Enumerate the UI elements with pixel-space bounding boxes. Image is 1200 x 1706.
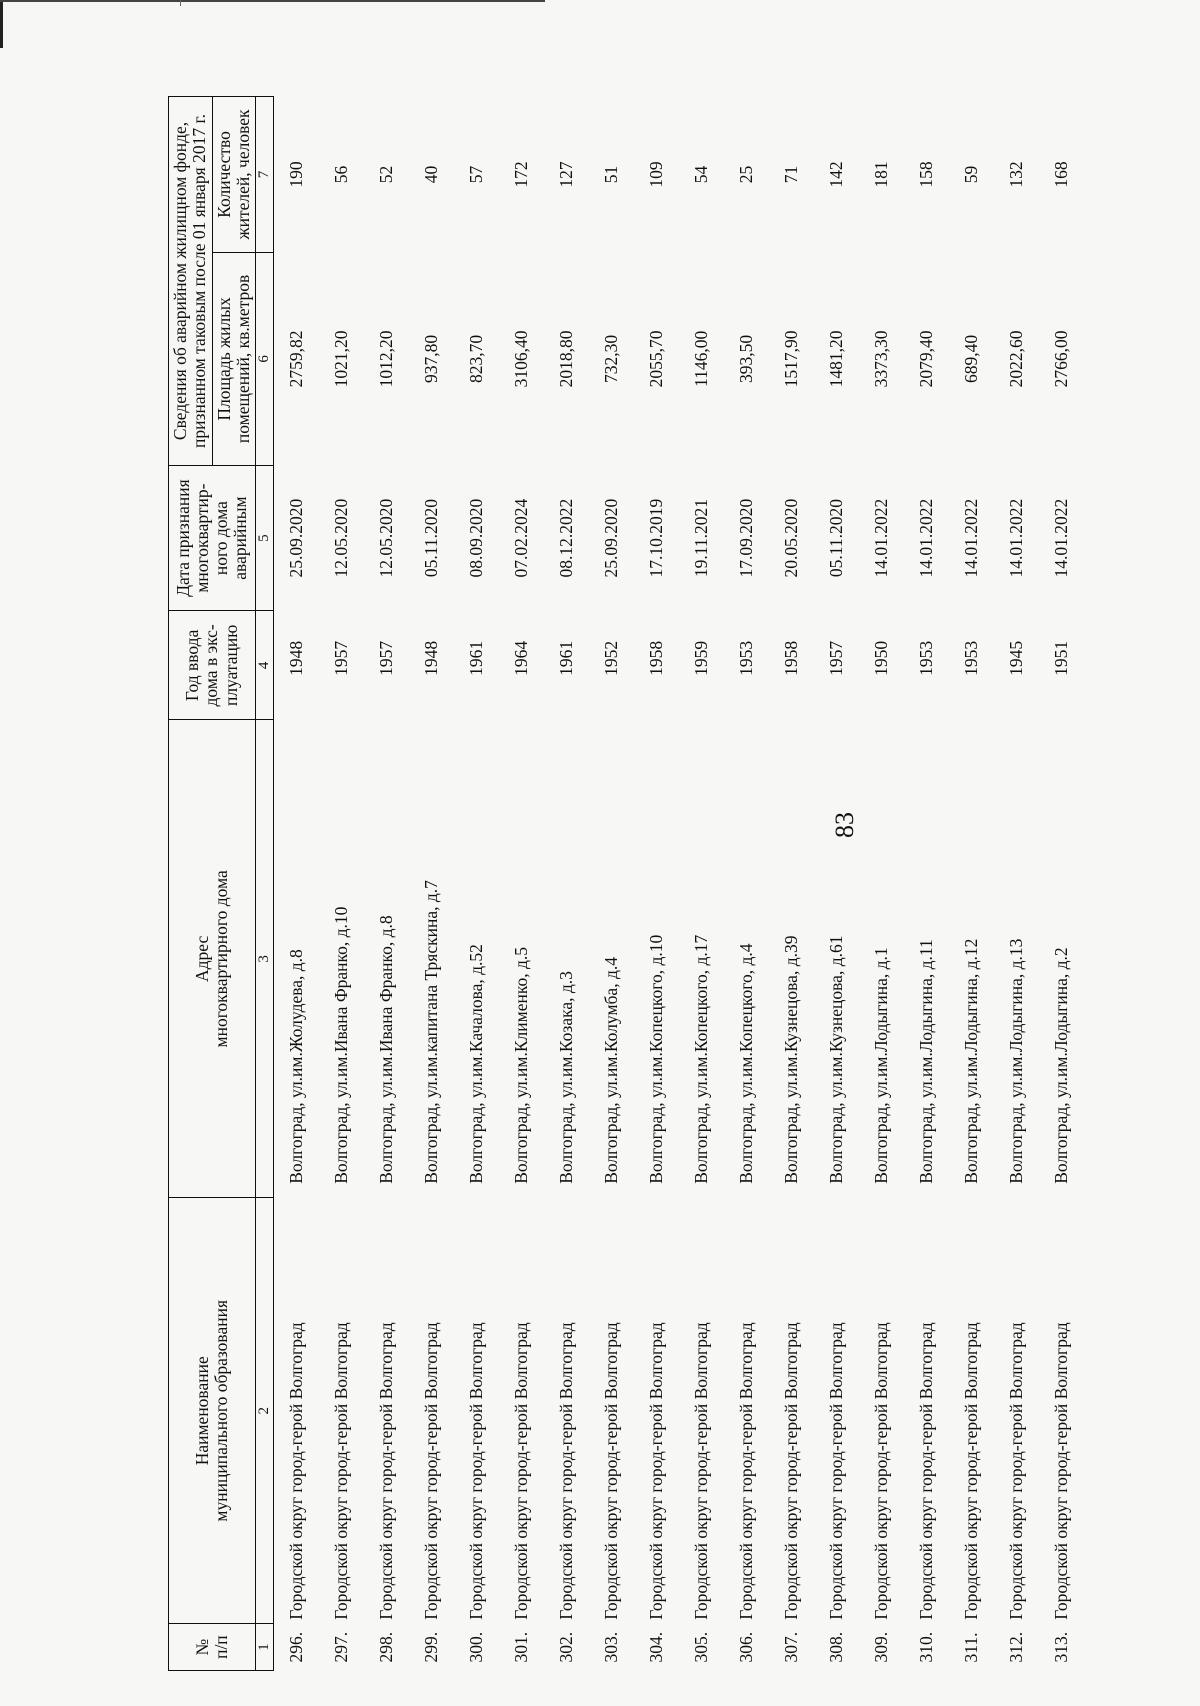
emergency-housing-table (168, 96, 1084, 1671)
emergency-date-cell: 14.01.2022 (915, 498, 936, 578)
year-cell: 1950 (870, 640, 891, 676)
residents-cell: 109 (645, 161, 666, 188)
municipality-cell: Городской округ город-герой Волгоград (735, 1322, 756, 1620)
row-number: 313. (1050, 1631, 1071, 1663)
municipality-cell: Городской округ город-герой Волгоград (330, 1322, 351, 1620)
address-cell: Волгоград, ул.им.Ивана Франко, д.8 (375, 915, 396, 1184)
emergency-date-cell: 07.02.2024 (510, 498, 531, 578)
table-row (994, 97, 1039, 1671)
scan-edge-left (0, 0, 3, 48)
row-number: 307. (780, 1631, 801, 1663)
year-cell: 1953 (960, 640, 981, 676)
municipality-cell: Городской округ город-герой Волгоград (690, 1322, 711, 1620)
row-number: 297. (330, 1631, 351, 1663)
row-number: 298. (375, 1631, 396, 1663)
header-area: Площадь жилых помещений, кв.метров (212, 252, 256, 465)
municipality-cell: Городской округ город-герой Волгоград (825, 1322, 846, 1620)
residents-cell: 40 (420, 165, 441, 184)
residents-cell: 54 (690, 165, 711, 184)
col-index-7: 7 (256, 97, 274, 253)
residents-cell: 57 (465, 165, 486, 184)
living-area-cell: 2079,40 (915, 330, 936, 388)
municipality-cell: Городской округ город-герой Волгоград (555, 1322, 576, 1620)
header-municipality: Наименование муниципального образования (169, 1198, 256, 1624)
emergency-date-cell: 08.09.2020 (465, 498, 486, 578)
address-cell: Волгоград, ул.им.Клименко, д.5 (510, 947, 531, 1184)
row-number: 311. (960, 1632, 981, 1663)
table-row (814, 97, 859, 1671)
year-cell: 1964 (510, 640, 531, 676)
emergency-date-cell: 14.01.2022 (960, 498, 981, 578)
col-index-4: 4 (256, 611, 274, 720)
address-cell: Волгоград, ул.им.Колумба, д.4 (600, 957, 621, 1184)
emergency-date-cell: 19.11.2021 (690, 499, 711, 578)
col-index-6: 6 (256, 252, 274, 465)
address-cell: Волгоград, ул.им.Козака, д.3 (555, 971, 576, 1184)
year-cell: 1959 (690, 640, 711, 676)
municipality-cell: Городской округ город-герой Волгоград (285, 1322, 306, 1620)
emergency-date-cell: 08.12.2022 (555, 498, 576, 578)
table-row (1039, 97, 1084, 1671)
table-row (364, 97, 409, 1671)
year-cell: 1951 (1050, 640, 1071, 676)
page-number: 83 (830, 812, 859, 838)
row-number: 306. (735, 1631, 756, 1663)
municipality-cell: Городской округ город-герой Волгоград (1005, 1322, 1026, 1620)
municipality-cell: Городской округ город-герой Волгоград (465, 1322, 486, 1620)
year-cell: 1952 (600, 640, 621, 676)
rotated-document-page (0, 56, 1140, 1706)
year-cell: 1945 (1005, 640, 1026, 676)
column-index-row (256, 97, 274, 1671)
table-row (859, 97, 904, 1671)
table-row (634, 97, 679, 1671)
col-index-2: 2 (256, 1198, 274, 1624)
row-number: 302. (555, 1631, 576, 1663)
address-cell: Волгоград, ул.им.Копецкого, д.17 (690, 934, 711, 1184)
living-area-cell: 3106,40 (510, 330, 531, 388)
row-number: 300. (465, 1631, 486, 1663)
residents-cell: 56 (330, 165, 351, 184)
table-row (499, 97, 544, 1671)
year-cell: 1958 (780, 640, 801, 676)
header-num: № п/п (169, 1624, 256, 1671)
table-row (589, 97, 634, 1671)
living-area-cell: 2055,70 (645, 330, 666, 388)
residents-cell: 71 (780, 165, 801, 184)
municipality-cell: Городской округ город-герой Волгоград (510, 1322, 531, 1620)
header-year: Год ввода дома в экс- плуатацию (169, 611, 256, 720)
row-number: 296. (285, 1631, 306, 1663)
year-cell: 1958 (645, 640, 666, 676)
table-row (273, 97, 319, 1671)
emergency-date-cell: 12.05.2020 (330, 498, 351, 578)
header-date: Дата признания многоквартир- ного дома аварийным (169, 465, 256, 610)
emergency-date-cell: 14.01.2022 (870, 498, 891, 578)
header-residents: Количество жителей, человек (212, 97, 256, 253)
address-cell: Волгоград, ул.им.Качалова, д.52 (465, 944, 486, 1184)
address-cell: Волгоград, ул.им.Кузнецова, д.39 (780, 935, 801, 1184)
row-number: 308. (825, 1631, 846, 1663)
address-cell: Волгоград, ул.им.Лодыгина, д.11 (915, 939, 936, 1184)
table-row (769, 97, 814, 1671)
living-area-cell: 1481,20 (825, 330, 846, 388)
year-cell: 1961 (555, 640, 576, 676)
living-area-cell: 2766,00 (1050, 330, 1071, 388)
table-row (679, 97, 724, 1671)
year-cell: 1961 (465, 640, 486, 676)
residents-cell: 127 (555, 161, 576, 188)
table-body (273, 97, 1084, 1671)
year-cell: 1948 (420, 640, 441, 676)
address-cell: Волгоград, ул.им.капитана Тряскина, д.7 (420, 880, 441, 1184)
emergency-date-cell: 25.09.2020 (600, 498, 621, 578)
row-number: 305. (690, 1631, 711, 1663)
row-number: 303. (600, 1631, 621, 1663)
municipality-cell: Городской округ город-герой Волгоград (870, 1322, 891, 1620)
address-cell: Волгоград, ул.им.Лодыгина, д.2 (1050, 947, 1071, 1184)
municipality-cell: Городской округ город-герой Волгоград (915, 1322, 936, 1620)
emergency-date-cell: 14.01.2022 (1005, 498, 1026, 578)
emergency-date-cell: 12.05.2020 (375, 498, 396, 578)
emergency-date-cell: 17.09.2020 (735, 498, 756, 578)
residents-cell: 51 (600, 165, 621, 184)
row-number: 304. (645, 1631, 666, 1663)
living-area-cell: 1146,00 (690, 330, 711, 388)
living-area-cell: 2022,60 (1005, 330, 1026, 388)
table-row (904, 97, 949, 1671)
row-number: 301. (510, 1631, 531, 1663)
scan-mark-top (180, 0, 181, 6)
address-cell: Волгоград, ул.им.Копецкого, д.4 (735, 943, 756, 1184)
emergency-date-cell: 05.11.2020 (420, 499, 441, 578)
table-row (319, 97, 364, 1671)
municipality-cell: Городской округ город-герой Волгоград (600, 1322, 621, 1620)
emergency-date-cell: 25.09.2020 (285, 498, 306, 578)
address-cell: Волгоград, ул.им.Лодыгина, д.13 (1005, 938, 1026, 1184)
row-number: 310. (915, 1631, 936, 1663)
residents-cell: 25 (735, 165, 756, 184)
living-area-cell: 823,70 (465, 334, 486, 383)
municipality-cell: Городской округ город-герой Волгоград (420, 1322, 441, 1620)
col-index-5: 5 (256, 465, 274, 610)
scan-edge-top (0, 0, 545, 2)
emergency-date-cell: 14.01.2022 (1050, 498, 1071, 578)
residents-cell: 172 (510, 161, 531, 188)
living-area-cell: 2759,82 (285, 330, 306, 388)
living-area-cell: 2018,80 (555, 330, 576, 388)
table-row (724, 97, 769, 1671)
municipality-cell: Городской округ город-герой Волгоград (1050, 1322, 1071, 1620)
living-area-cell: 393,50 (735, 334, 756, 383)
municipality-cell: Городской округ город-герой Волгоград (960, 1322, 981, 1620)
row-number: 312. (1005, 1631, 1026, 1663)
emergency-date-cell: 17.10.2019 (645, 498, 666, 578)
living-area-cell: 1012,20 (375, 330, 396, 388)
address-cell: Волгоград, ул.им.Лодыгина, д.12 (960, 938, 981, 1184)
header-address: Адрес многоквартирного дома (169, 720, 256, 1198)
municipality-cell: Городской округ город-герой Волгоград (780, 1322, 801, 1620)
col-index-3: 3 (256, 720, 274, 1198)
living-area-cell: 689,40 (960, 334, 981, 383)
residents-cell: 168 (1050, 161, 1071, 188)
year-cell: 1957 (330, 640, 351, 676)
address-cell: Волгоград, ул.им.Жолудева, д.8 (285, 949, 306, 1184)
year-cell: 1957 (825, 640, 846, 676)
year-cell: 1957 (375, 640, 396, 676)
residents-cell: 158 (915, 161, 936, 188)
col-index-1: 1 (256, 1624, 274, 1671)
header-row-1 (169, 97, 213, 1671)
municipality-cell: Городской округ город-герой Волгоград (375, 1322, 396, 1620)
address-cell: Волгоград, ул.им.Лодыгина, д.1 (870, 947, 891, 1184)
table-row (949, 97, 994, 1671)
row-number: 299. (420, 1631, 441, 1663)
header-group: Сведения об аварийном жилищном фонде, признанном таковым после 01 января 2017 г. (169, 97, 213, 466)
table-row (544, 97, 589, 1671)
residents-cell: 59 (960, 165, 981, 184)
address-cell: Волгоград, ул.им.Кузнецова, д.61 (825, 935, 846, 1184)
living-area-cell: 1021,20 (330, 330, 351, 388)
living-area-cell: 937,80 (420, 334, 441, 383)
emergency-date-cell: 20.05.2020 (780, 498, 801, 578)
residents-cell: 190 (285, 161, 306, 188)
year-cell: 1953 (735, 640, 756, 676)
living-area-cell: 3373,30 (870, 330, 891, 388)
residents-cell: 132 (1005, 161, 1026, 188)
living-area-cell: 732,30 (600, 334, 621, 383)
residents-cell: 142 (825, 161, 846, 188)
row-number: 309. (870, 1631, 891, 1663)
residents-cell: 52 (375, 165, 396, 184)
address-cell: Волгоград, ул.им.Ивана Франко, д.10 (330, 906, 351, 1184)
address-cell: Волгоград, ул.им.Копецкого, д.10 (645, 934, 666, 1184)
municipality-cell: Городской округ город-герой Волгоград (645, 1322, 666, 1620)
emergency-date-cell: 05.11.2020 (825, 499, 846, 578)
residents-cell: 181 (870, 161, 891, 188)
living-area-cell: 1517,90 (780, 330, 801, 388)
table-row (454, 97, 499, 1671)
year-cell: 1953 (915, 640, 936, 676)
year-cell: 1948 (285, 640, 306, 676)
table-row (409, 97, 454, 1671)
